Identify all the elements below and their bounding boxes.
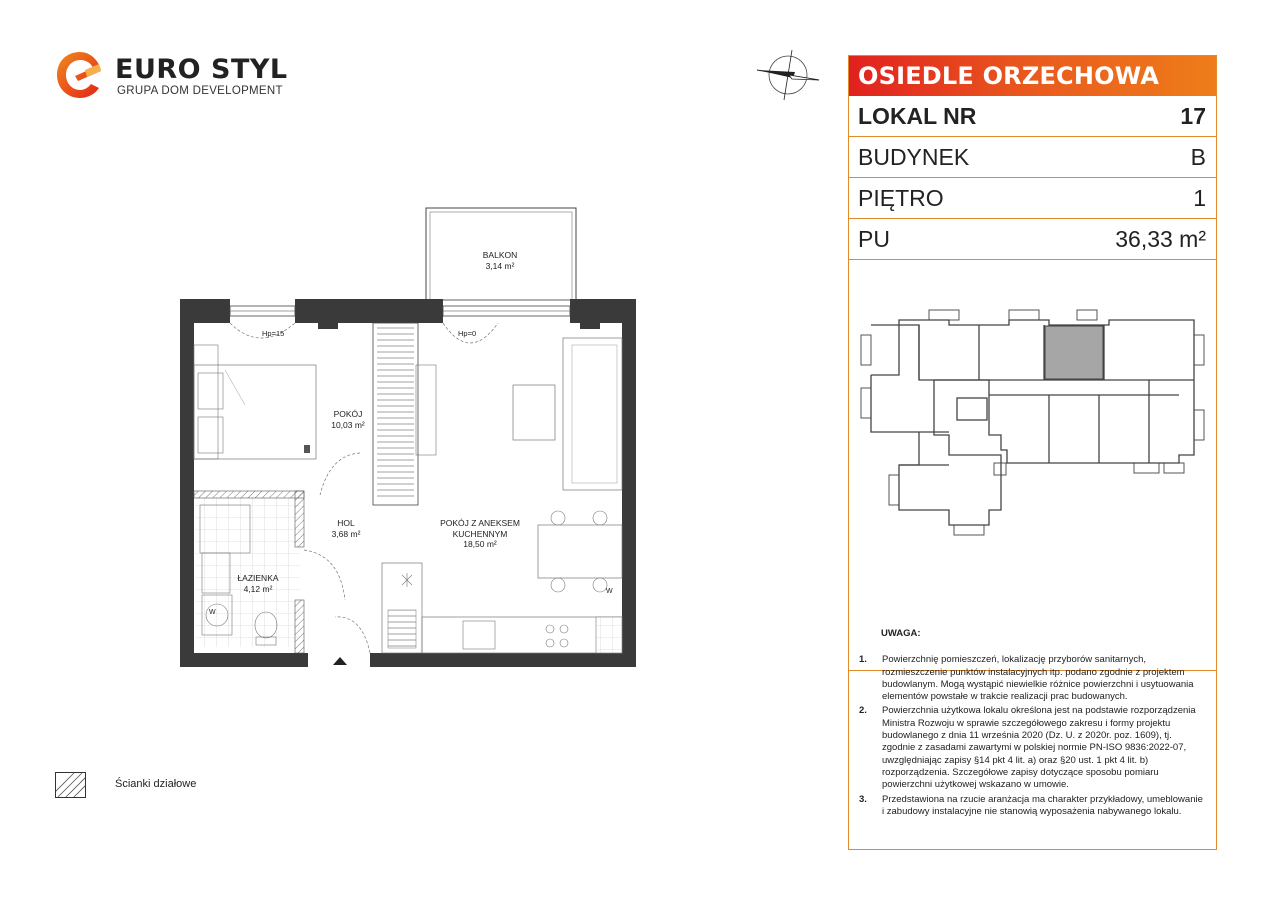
washer-marker-2: W <box>606 588 613 595</box>
pokoj-name: POKÓJ <box>333 409 363 419</box>
salon-area: 18,50 m² <box>463 539 497 549</box>
note-item <box>859 794 1204 819</box>
lazienka-area: 4,12 m² <box>243 583 273 594</box>
note-item <box>859 705 1204 791</box>
salon-name: POKÓJ Z ANEKSEM <box>440 518 520 528</box>
euro-styl-logo-icon <box>55 50 105 100</box>
note-number: 1. <box>859 654 867 666</box>
row-pu-value: 36,33 m² <box>1115 226 1206 252</box>
brand-logo <box>55 50 315 110</box>
row-pietro-value: 1 <box>1193 185 1206 211</box>
window-height-label-2: Hp=0 <box>458 329 477 338</box>
balkon-label <box>470 250 530 271</box>
notes-header: UWAGA: <box>881 628 921 639</box>
washer-marker: W <box>209 609 216 616</box>
floor-plan <box>180 205 640 675</box>
balkon-name: BALKON <box>482 250 518 260</box>
row-pietro-label: PIĘTRO <box>858 185 944 211</box>
row-pietro <box>849 178 1216 219</box>
estate-title: OSIEDLE ORZECHOWA <box>849 56 1216 96</box>
notes-section <box>859 628 1204 820</box>
salon-label <box>430 518 530 550</box>
selected-unit-highlight <box>1045 326 1103 379</box>
lazienka-name: ŁAZIENKA <box>237 573 279 583</box>
row-lokal-label: LOKAL NR <box>858 103 977 129</box>
window-height-label: Hp=15 <box>262 329 285 338</box>
north-arrow-icon <box>755 48 820 103</box>
hol-name: HOL <box>337 518 355 528</box>
hol-label <box>316 518 376 539</box>
note-number: 3. <box>859 793 867 805</box>
note-text: Powierzchnia użytkowa lokalu określona jest na podstawie rozporządzenia Ministra Rozwoju w sprawie szczegółowego zakresu i formy projektu budowlanego z dnia 11 września 2020 (Dz. U. z 2020r. poz. 1609), tj. zgodnie z zasadami zawartymi w polskiej normie PN-ISO 9836:2022-07, uwzględniając zapisy §14 pkt 4 lit. a) oraz §20 ust. 1 pkt 4 lit. b) rozporządzenia. Szczegółowe zapisy dotyczące sposobu pomiaru powierzchni użytkowej wskazano w umowie. <box>882 705 1196 791</box>
note-text: Powierzchnię pomieszczeń, lokalizację przyborów sanitarnych, rozmieszczenie punktów instalacyjnych itp. podano zgodnie z projektem budowlanym. Mogą wystąpić niewielkie różnice powierzchni i usytuowania elementów powstałe w trakcie realizacji prac budowanych. <box>882 654 1194 703</box>
row-budynek-value: B <box>1190 144 1206 170</box>
salon-name-2: KUCHENNYM <box>452 528 508 539</box>
partition-legend-label: Ścianki działowe <box>115 778 197 790</box>
row-pu <box>849 219 1216 260</box>
note-text: Przedstawiona na rzucie aranżacja ma charakter przykładowy, umeblowanie i zabudowy instalacyjne nie stanowią wyposażenia nabywanego lokalu. <box>882 793 1203 817</box>
pokoj-label <box>318 409 378 430</box>
partition-legend-swatch <box>55 772 86 798</box>
row-budynek-label: BUDYNEK <box>858 144 970 170</box>
lazienka-label <box>228 573 288 594</box>
hol-area: 3,68 m² <box>331 528 361 539</box>
brand-subtitle: GRUPA DOM DEVELOPMENT <box>117 85 283 97</box>
pokoj-area: 10,03 m² <box>331 419 365 430</box>
balkon-area: 3,14 m² <box>485 260 515 271</box>
building-key-plan <box>849 260 1216 671</box>
note-number: 2. <box>859 705 867 717</box>
brand-name: EURO STYL <box>115 54 288 85</box>
info-panel <box>848 55 1217 850</box>
row-lokal-value: 17 <box>1180 103 1206 129</box>
row-budynek <box>849 137 1216 178</box>
row-pu-label: PU <box>858 226 890 252</box>
row-lokal <box>849 96 1216 137</box>
note-item <box>859 654 1204 703</box>
